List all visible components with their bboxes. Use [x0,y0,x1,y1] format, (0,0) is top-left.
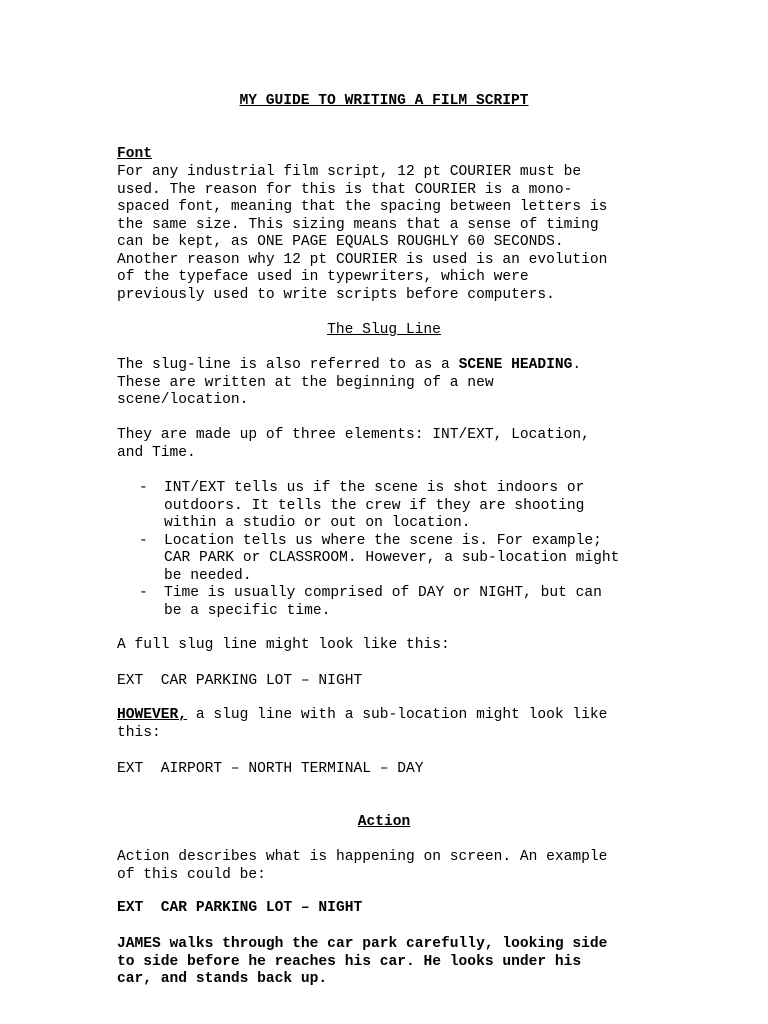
action-intro: Action describes what is happening on screen. An example of this could be: [117,849,608,883]
list-item [139,480,659,533]
full-slug-intro: A full slug line might look like this: [117,637,450,653]
elements-paragraph: They are made up of three elements: INT/EXT, Location, and Time. [117,427,590,461]
slug-intro-paragraph [117,357,657,410]
slug-line-heading: The Slug Line [327,322,441,338]
bullet-dash: - [139,585,148,601]
full-slug-example: EXT CAR PARKING LOT – NIGHT [117,673,363,689]
slug-intro-rest: . These are written at the beginning of a new scene/location. [117,357,582,408]
elements-list [139,480,659,620]
list-item [139,585,659,620]
document-title: MY GUIDE TO WRITING A FILM SCRIPT [239,93,529,109]
font-heading: Font [117,146,153,162]
list-item-text: Location tells us where the scene is. For example; CAR PARK or CLASSROOM. However, a sub-location might be needed. [164,532,620,584]
action-slug-example: EXT CAR PARKING LOT – NIGHT [117,900,363,916]
bullet-dash: - [139,480,148,496]
slug-intro-text: The slug-line is also referred to as a [117,357,459,373]
however-text: a slug line with a sub-location might look like this: [117,707,608,741]
list-item-text: Time is usually comprised of DAY or NIGHT, but can be a specific time. [164,585,602,619]
however-label: HOWEVER, [117,707,188,723]
list-item-text: INT/EXT tells us if the scene is shot indoors or outdoors. It tells the crew if they are shooting within a studio or out on location. [164,480,585,531]
however-paragraph [117,707,657,742]
list-item [139,533,659,586]
scene-heading-term: SCENE HEADING [458,357,573,373]
action-example: JAMES walks through the car park carefully, looking side to side before he reaches his car. He looks under his car, and stands back up. [117,936,608,987]
sub-location-example: EXT AIRPORT – NORTH TERMINAL – DAY [117,761,424,777]
font-paragraph: For any industrial film script, 12 pt COURIER must be used. The reason for this is that COURIER is a mono- spaced font, meaning that the spacing between letters is the same size. This sizing means that a sense of timing can be kept, as ONE PAGE EQUALS ROUGHLY 60 SECONDS. Another reason why 12 pt COURIER is used is an evolution of the typeface used in typewriters, which were previously used to write scripts before computers. [117,164,608,303]
action-heading: Action [357,814,411,830]
bullet-dash: - [139,532,148,549]
